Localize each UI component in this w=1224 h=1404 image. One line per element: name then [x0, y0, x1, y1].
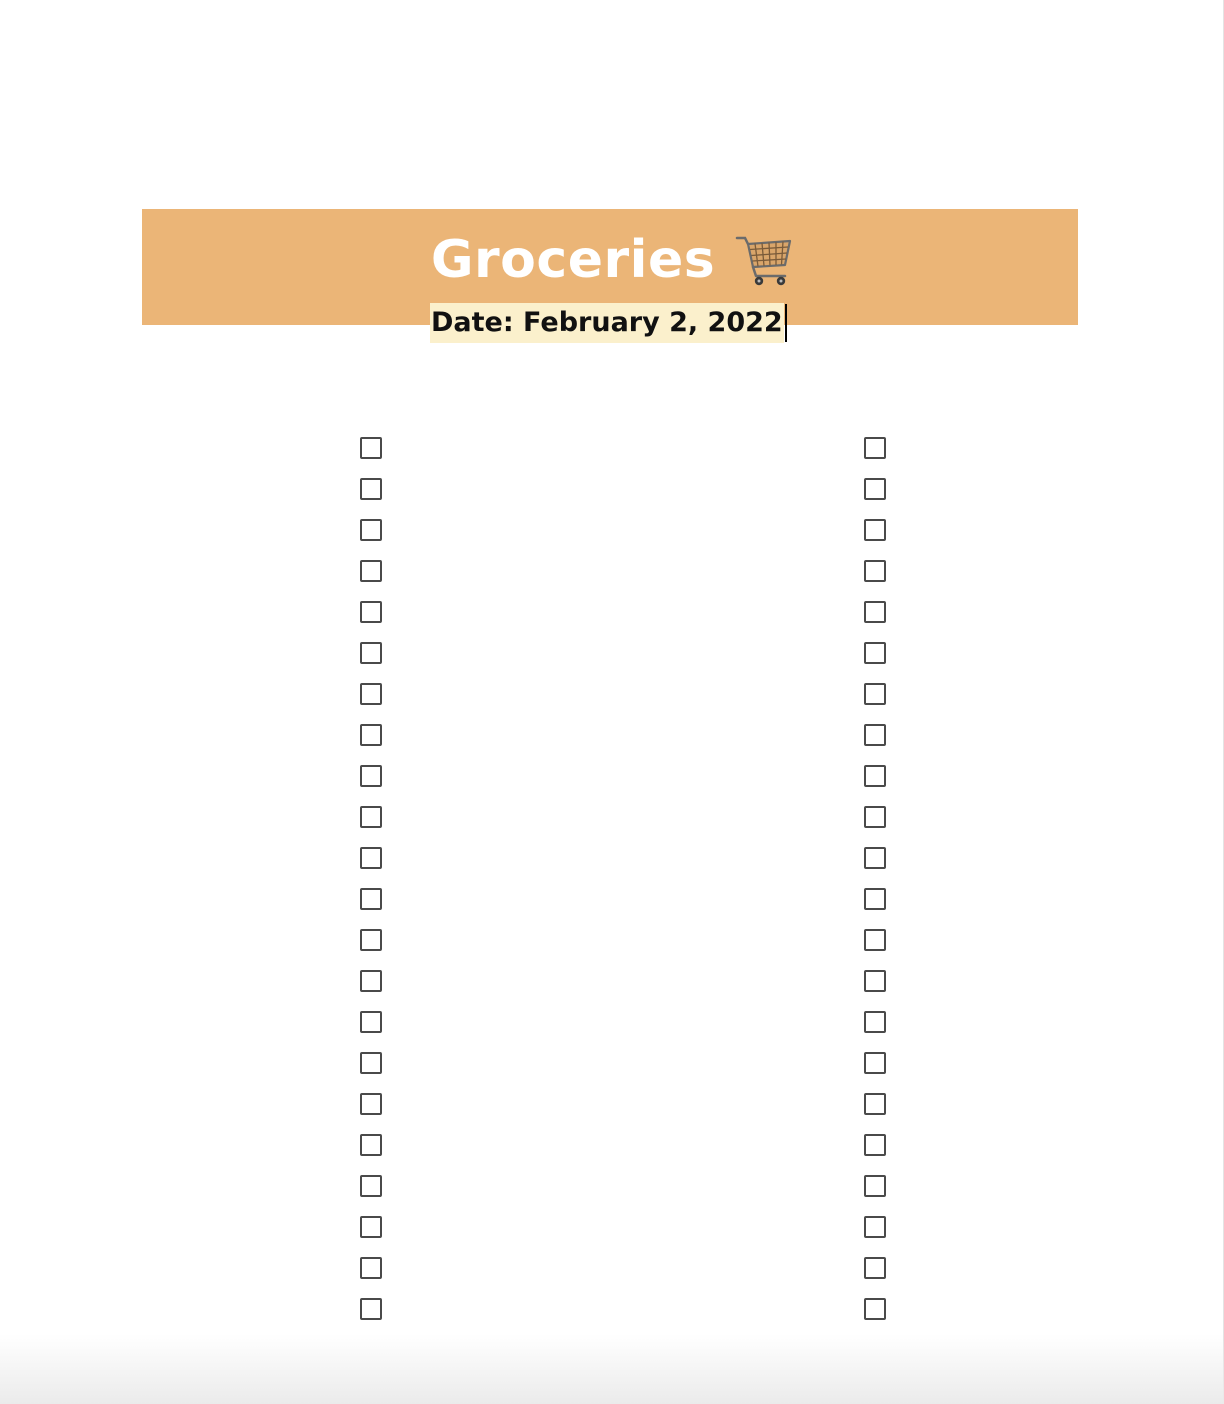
- text-cursor: [785, 304, 787, 342]
- checkbox-left-2[interactable]: [360, 478, 382, 500]
- checkbox-left-13[interactable]: [360, 929, 382, 951]
- checkbox-left-10[interactable]: [360, 806, 382, 828]
- checkbox-left-11[interactable]: [360, 847, 382, 869]
- checkbox-left-17[interactable]: [360, 1093, 382, 1115]
- checkbox-right-2[interactable]: [864, 478, 886, 500]
- checkbox-right-12[interactable]: [864, 888, 886, 910]
- checkbox-left-7[interactable]: [360, 683, 382, 705]
- checkbox-right-20[interactable]: [864, 1216, 886, 1238]
- checkbox-left-14[interactable]: [360, 970, 382, 992]
- checkbox-left-9[interactable]: [360, 765, 382, 787]
- checkbox-left-15[interactable]: [360, 1011, 382, 1033]
- checkbox-right-5[interactable]: [864, 601, 886, 623]
- checkbox-right-14[interactable]: [864, 970, 886, 992]
- checkbox-left-5[interactable]: [360, 601, 382, 623]
- checkbox-right-21[interactable]: [864, 1257, 886, 1279]
- checkbox-right-4[interactable]: [864, 560, 886, 582]
- checkbox-right-8[interactable]: [864, 724, 886, 746]
- checkbox-left-12[interactable]: [360, 888, 382, 910]
- checkbox-right-17[interactable]: [864, 1093, 886, 1115]
- checkbox-right-7[interactable]: [864, 683, 886, 705]
- checkbox-left-3[interactable]: [360, 519, 382, 541]
- checkbox-left-8[interactable]: [360, 724, 382, 746]
- date-text[interactable]: Date: February 2, 2022: [430, 303, 784, 343]
- checkbox-right-13[interactable]: [864, 929, 886, 951]
- checkbox-left-21[interactable]: [360, 1257, 382, 1279]
- checkbox-right-9[interactable]: [864, 765, 886, 787]
- page-bottom-shadow: [0, 1334, 1224, 1404]
- shopping-cart-icon: [735, 232, 793, 288]
- checkbox-right-1[interactable]: [864, 437, 886, 459]
- title-row: [0, 228, 1224, 292]
- checkbox-left-1[interactable]: [360, 437, 382, 459]
- checkbox-right-11[interactable]: [864, 847, 886, 869]
- checkbox-right-18[interactable]: [864, 1134, 886, 1156]
- checkbox-right-19[interactable]: [864, 1175, 886, 1197]
- checkbox-left-19[interactable]: [360, 1175, 382, 1197]
- checkbox-left-4[interactable]: [360, 560, 382, 582]
- checkbox-right-6[interactable]: [864, 642, 886, 664]
- date-line[interactable]: [430, 303, 787, 343]
- document-title[interactable]: Groceries: [430, 230, 716, 290]
- checkbox-right-22[interactable]: [864, 1298, 886, 1320]
- checkbox-left-22[interactable]: [360, 1298, 382, 1320]
- checklist-left-column: [360, 437, 382, 1339]
- checkbox-left-16[interactable]: [360, 1052, 382, 1074]
- checkbox-left-6[interactable]: [360, 642, 382, 664]
- checkbox-right-16[interactable]: [864, 1052, 886, 1074]
- checkbox-right-10[interactable]: [864, 806, 886, 828]
- checkbox-right-3[interactable]: [864, 519, 886, 541]
- checklist-right-column: [864, 437, 886, 1339]
- checkbox-left-20[interactable]: [360, 1216, 382, 1238]
- checkbox-right-15[interactable]: [864, 1011, 886, 1033]
- checkbox-left-18[interactable]: [360, 1134, 382, 1156]
